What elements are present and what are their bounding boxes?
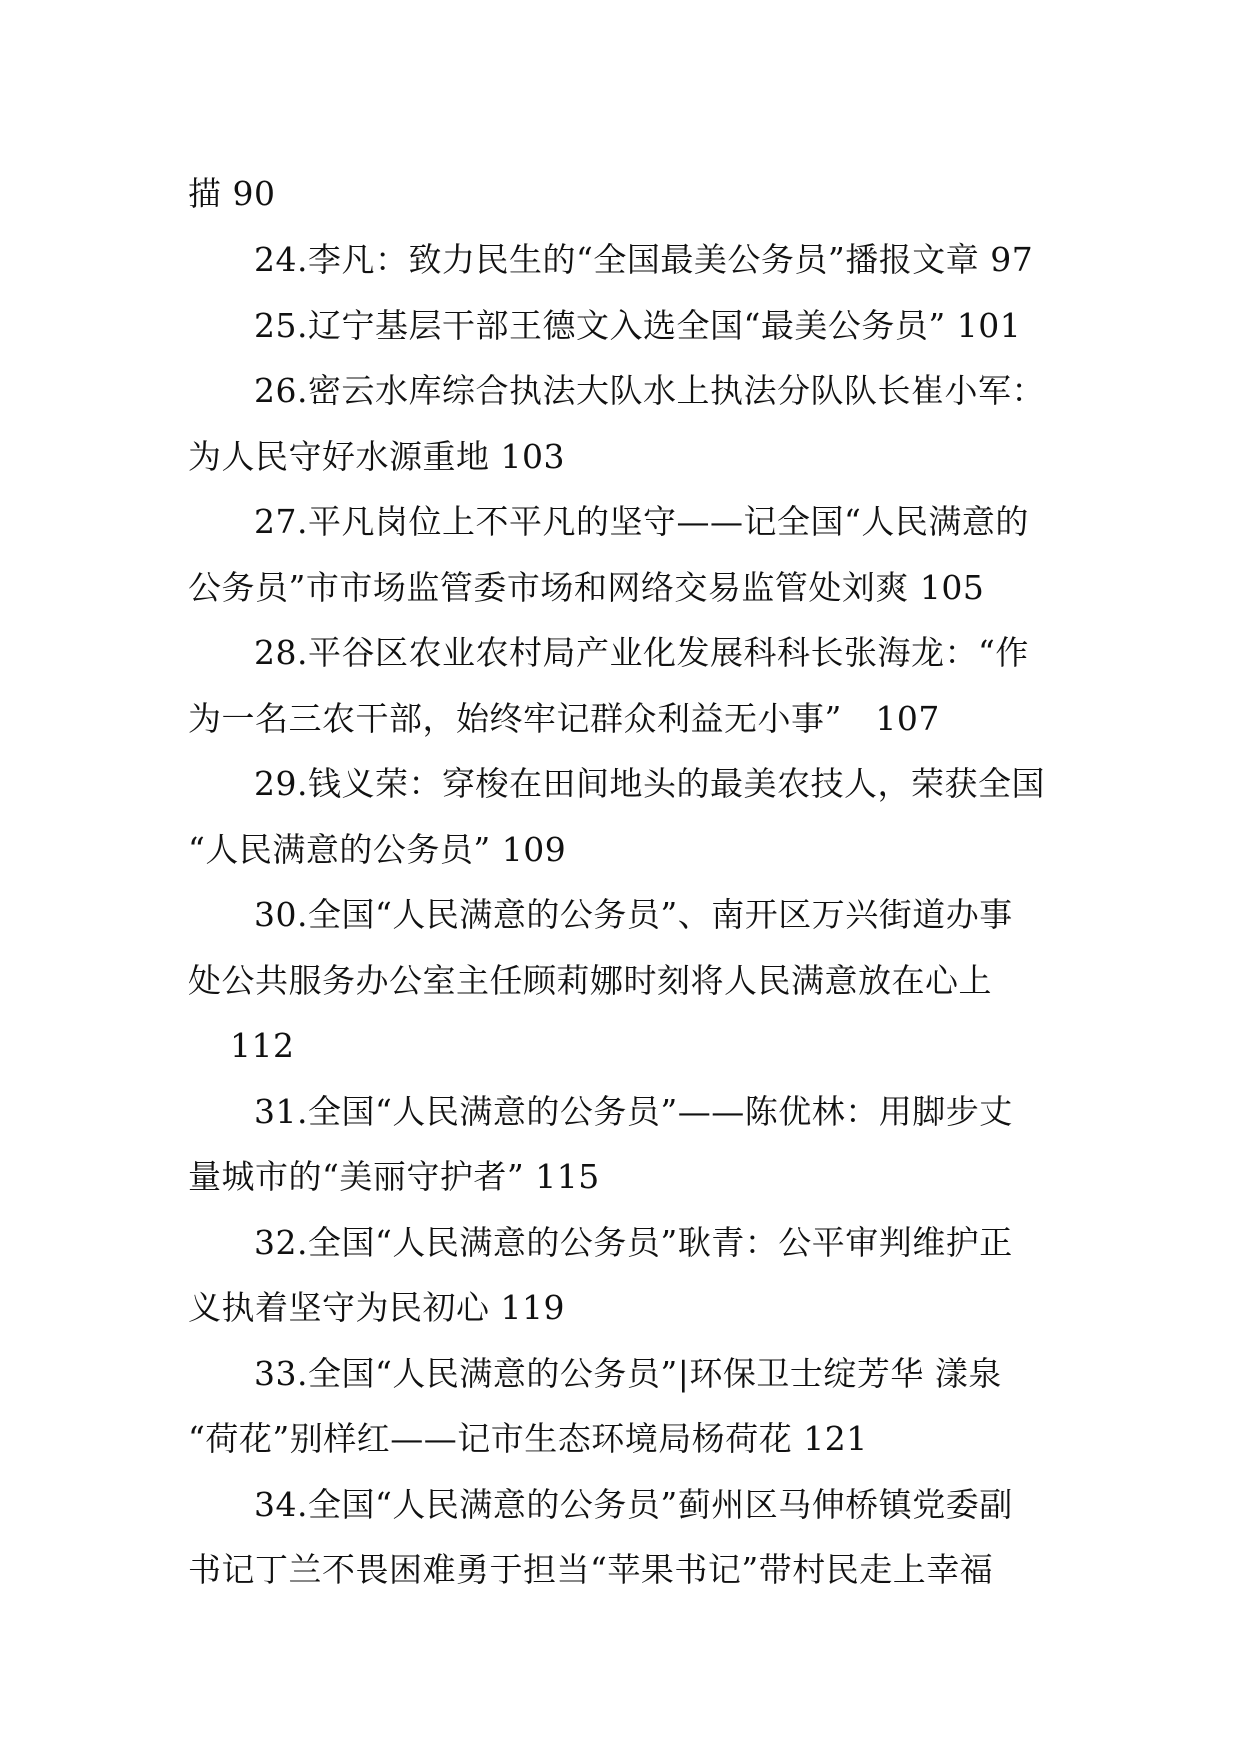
toc-entry-28-continuation: 为一名三农干部，始终牢记群众利益无小事” 107 [188,699,940,738]
toc-entry-26-continuation: 为人民守好水源重地 103 [188,437,565,476]
toc-entry-27-continuation: 公务员”市市场监管委市场和网络交易监管处刘爽 105 [188,568,985,607]
toc-entry-34-continuation: 书记丁兰不畏困难勇于担当“苹果书记”带村民走上幸福 [188,1550,994,1589]
toc-entry-26: 26.密云水库综合执法大队水上执法分队队长崔小军： [254,371,1045,410]
toc-entry-34: 34.全国“人民满意的公务员”蓟州区马伸桥镇党委副 [254,1485,1013,1524]
toc-line-continuation: 描 90 [188,174,276,213]
toc-entry-32-continuation: 义执着坚守为民初心 119 [188,1288,565,1327]
toc-entry-31: 31.全国“人民满意的公务员”——陈优林：用脚步丈 [254,1092,1013,1131]
toc-entry-33: 33.全国“人民满意的公务员”|环保卫士绽芳华 漾泉 [254,1354,1002,1393]
toc-entry-25: 25.辽宁基层干部王德文入选全国“最美公务员” 101 [254,306,1022,345]
toc-entry-30: 30.全国“人民满意的公务员”、南开区万兴街道办事 [254,895,1013,934]
toc-entry-33-continuation: “荷花”别样红——记市生态环境局杨荷花 121 [188,1419,868,1458]
toc-entry-29-continuation: “人民满意的公务员” 109 [188,830,567,869]
toc-entry-30-continuation: 处公共服务办公室主任顾莉娜时刻将人民满意放在心上 [188,961,992,1000]
toc-entry-29: 29.钱义荣：穿梭在田间地头的最美农技人，荣获全国 [254,764,1045,803]
toc-entry-27: 27.平凡岗位上不平凡的坚守——记全国“人民满意的 [254,502,1029,541]
toc-entry-32: 32.全国“人民满意的公务员”耿青：公平审判维护正 [254,1223,1013,1262]
toc-entry-31-continuation: 量城市的“美丽守护者” 115 [188,1157,600,1196]
toc-entry-28: 28.平谷区农业农村局产业化发展科科长张海龙：“作 [254,633,1029,672]
toc-entry-30-page-number: 112 [230,1026,295,1065]
toc-entry-24: 24.李凡：致力民生的“全国最美公务员”播报文章 97 [254,240,1034,279]
